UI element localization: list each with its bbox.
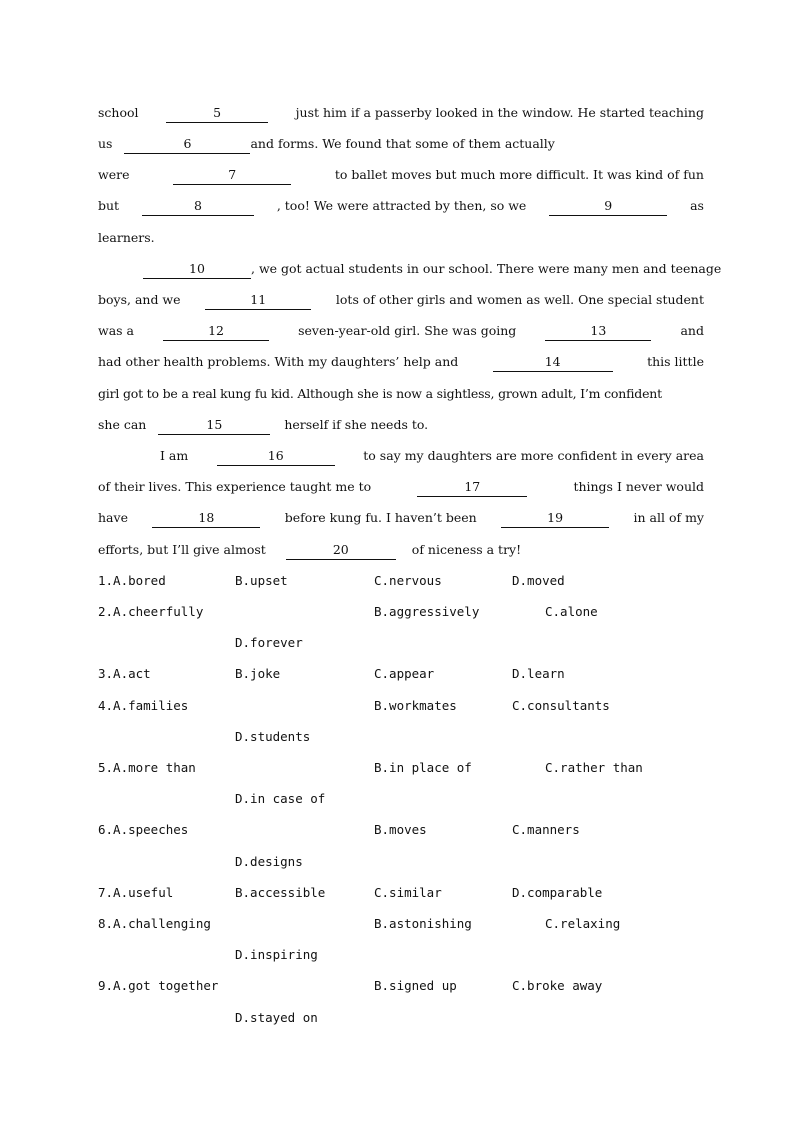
blank-8: 8: [142, 198, 254, 216]
blank-5: 5: [166, 105, 268, 123]
text: just him if a passerby looked in the window. He started teaching: [295, 105, 704, 120]
blank-6: 6: [124, 136, 250, 154]
option-b[interactable]: B.workmates: [374, 698, 457, 713]
blank-18: 18: [152, 510, 260, 528]
option-c[interactable]: C.similar: [374, 885, 442, 900]
blank-17: 17: [417, 479, 527, 497]
text: school: [98, 105, 139, 120]
option-a[interactable]: 8.A.challenging: [98, 916, 211, 931]
option-c[interactable]: C.rather than: [545, 760, 643, 775]
passage-line: [98, 477, 704, 497]
text: but: [98, 198, 120, 213]
text: boys, and we: [98, 292, 181, 307]
option-b[interactable]: B.moves: [374, 822, 427, 837]
option-a[interactable]: 7.A.useful: [98, 885, 174, 900]
passage-line: [98, 134, 704, 154]
option-c[interactable]: C.relaxing: [545, 916, 621, 931]
blank-9: 9: [549, 198, 667, 216]
option-d[interactable]: D.in case of: [235, 791, 326, 806]
text: learners.: [98, 230, 155, 245]
passage-line: [98, 259, 722, 279]
text: , too! We were attracted by then, so we: [276, 198, 527, 213]
text: in all of my: [633, 510, 704, 525]
passage-line: [98, 321, 704, 341]
option-c[interactable]: C.alone: [545, 604, 598, 619]
text: of their lives. This experience taught me to: [98, 479, 372, 494]
option-b[interactable]: B.signed up: [374, 978, 457, 993]
text: girl got to be a real kung fu kid. Although she is now a sightless, grown adult, I’m confident: [98, 386, 662, 401]
text: had other health problems. With my daughters’ help and: [98, 354, 459, 369]
option-b[interactable]: B.accessible: [235, 885, 326, 900]
option-a[interactable]: 2.A.cheerfully: [98, 604, 204, 619]
blank-13: 13: [545, 323, 651, 341]
option-a[interactable]: 1.A.bored: [98, 573, 166, 588]
option-c[interactable]: C.manners: [512, 822, 580, 837]
text: before kung fu. I haven’t been: [284, 510, 477, 525]
option-b[interactable]: B.joke: [235, 666, 281, 681]
blank-7: 7: [173, 167, 291, 185]
option-d[interactable]: D.comparable: [512, 885, 603, 900]
passage-line: [98, 165, 704, 185]
text: seven-year-old girl. She was going: [298, 323, 517, 338]
passage-line: [98, 540, 704, 560]
blank-16: 16: [217, 448, 335, 466]
option-d[interactable]: D.moved: [512, 573, 565, 588]
option-c[interactable]: C.broke away: [512, 978, 603, 993]
text: have: [98, 510, 128, 525]
option-a[interactable]: 3.A.act: [98, 666, 151, 681]
text: was a: [98, 323, 134, 338]
text: as: [690, 198, 704, 213]
option-b[interactable]: B.upset: [235, 573, 288, 588]
option-a[interactable]: 9.A.got together: [98, 978, 219, 993]
option-d[interactable]: D.stayed on: [235, 1010, 318, 1025]
passage-line: [98, 290, 704, 310]
text: to ballet moves but much more difficult. It was kind of fun: [334, 167, 704, 182]
option-d[interactable]: D.students: [235, 729, 311, 744]
option-b[interactable]: B.aggressively: [374, 604, 480, 619]
option-a[interactable]: 6.A.speeches: [98, 822, 189, 837]
blank-19: 19: [501, 510, 609, 528]
passage-line: [98, 228, 704, 248]
option-a[interactable]: 5.A.more than: [98, 760, 196, 775]
text: us: [98, 136, 113, 151]
blank-20: 20: [286, 542, 396, 560]
text: this little: [647, 354, 704, 369]
option-c[interactable]: C.appear: [374, 666, 435, 681]
passage-line: [98, 508, 704, 528]
passage-line: [98, 384, 704, 404]
text: and forms. We found that some of them actually: [250, 136, 555, 151]
text: efforts, but I’ll give almost: [98, 542, 266, 557]
text: herself if she needs to.: [284, 417, 429, 432]
text: she can: [98, 417, 147, 432]
passage-line: [98, 352, 704, 372]
passage-line: [98, 415, 704, 435]
text: and: [680, 323, 704, 338]
option-a[interactable]: 4.A.families: [98, 698, 189, 713]
text: of niceness a try!: [411, 542, 522, 557]
text: were: [98, 167, 130, 182]
option-d[interactable]: D.designs: [235, 854, 303, 869]
option-d[interactable]: D.inspiring: [235, 947, 318, 962]
passage-line: [98, 446, 704, 466]
option-b[interactable]: B.in place of: [374, 760, 472, 775]
blank-12: 12: [163, 323, 269, 341]
text: , we got actual students in our school. There were many men and teenage: [251, 261, 722, 276]
passage-line: [98, 196, 704, 216]
option-d[interactable]: D.forever: [235, 635, 303, 650]
text: to say my daughters are more confident in every area: [363, 448, 704, 463]
blank-15: 15: [158, 417, 270, 435]
passage-line: [98, 103, 704, 123]
option-c[interactable]: C.consultants: [512, 698, 610, 713]
text: lots of other girls and women as well. One special student: [335, 292, 704, 307]
text: I am: [160, 448, 189, 463]
text: things I never would: [573, 479, 704, 494]
option-b[interactable]: B.astonishing: [374, 916, 472, 931]
blank-10: 10: [143, 261, 251, 279]
blank-14: 14: [493, 354, 613, 372]
option-c[interactable]: C.nervous: [374, 573, 442, 588]
option-d[interactable]: D.learn: [512, 666, 565, 681]
blank-11: 11: [205, 292, 311, 310]
